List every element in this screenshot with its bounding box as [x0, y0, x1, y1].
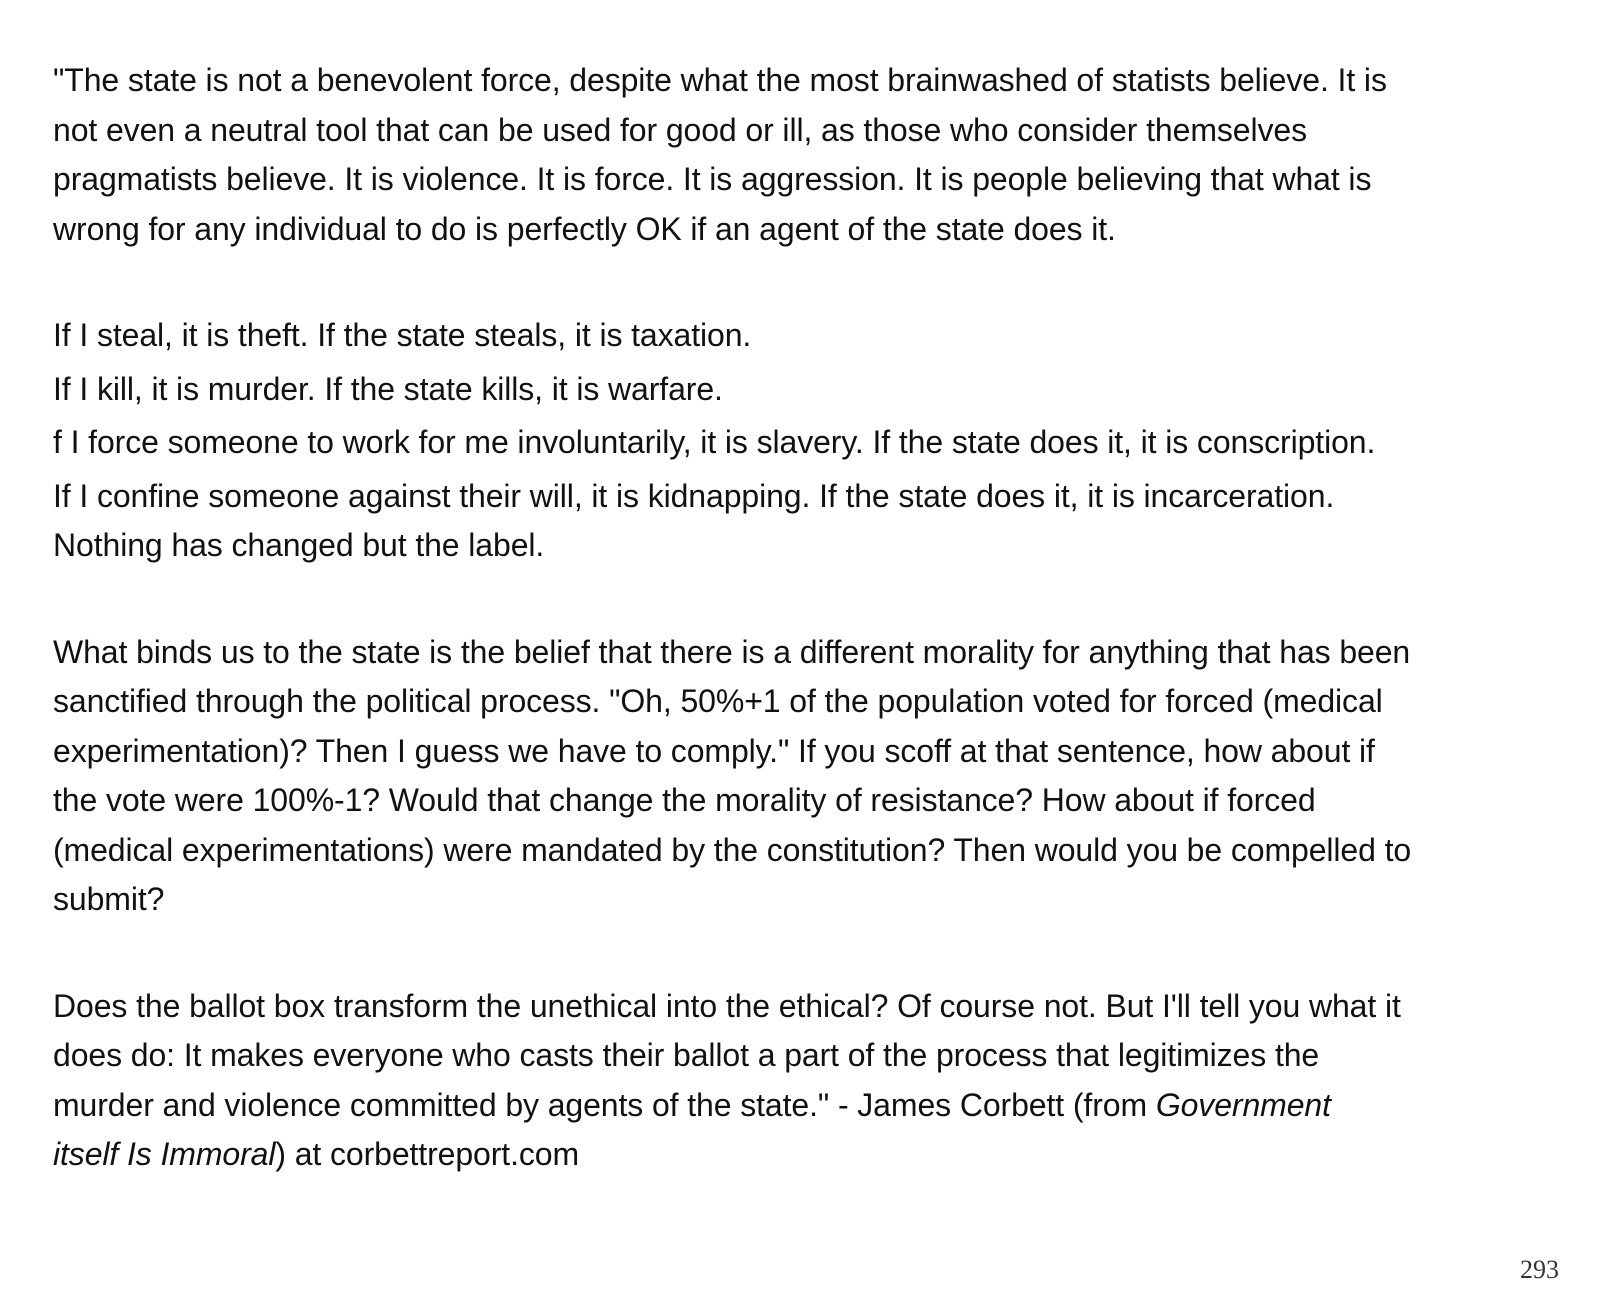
- text-line-source: [53, 1130, 1553, 1180]
- quote-body: [53, 56, 1553, 1237]
- text-line: not even a neutral tool that can be used for good or ill, as those who consider themselves: [53, 111, 1307, 148]
- text-line: experimentation)? Then I guess we have to comply." If you scoff at that sentence, how about if: [53, 732, 1375, 769]
- text-line: submit?: [53, 881, 165, 917]
- attribution-text: murder and violence committed by agents of the state." - James Corbett (from: [53, 1086, 1156, 1123]
- text-line: What binds us to the state is the belief that there is a different morality for anything that has been: [53, 633, 1411, 670]
- source-site-text: ) at corbettreport.com: [275, 1136, 580, 1172]
- paragraph-state-nature: [53, 56, 1553, 254]
- paragraph-political-process: [53, 628, 1553, 925]
- text-line: If I steal, it is theft. If the state steals, it is taxation.: [53, 317, 752, 353]
- text-line: wrong for any individual to do is perfectly OK if an agent of the state does it.: [53, 210, 1116, 247]
- text-line: (medical experimentations) were mandated by the constitution? Then would you be compelled to: [53, 831, 1412, 868]
- text-line: does do: It makes everyone who casts their ballot a part of the process that legitimizes the: [53, 1037, 1320, 1073]
- paragraph-comparisons: [53, 311, 1553, 571]
- text-line: pragmatists believe. It is violence. It is force. It is aggression. It is people believing that what is: [53, 161, 1372, 197]
- text-line: Does the ballot box transform the unethical into the ethical? Of course not. But I'll tell you what it: [53, 987, 1401, 1024]
- text-line: "The state is not a benevolent force, despite what the most brainwashed of statists believe. It is: [53, 62, 1387, 98]
- text-line: sanctified through the political process. "Oh, 50%+1 of the population voted for forced (medical: [53, 683, 1383, 719]
- text-line-attribution: [53, 1081, 1553, 1131]
- paragraph-ballot-box: [53, 982, 1553, 1180]
- page-number: 293: [1520, 1255, 1559, 1284]
- text-line: Nothing has changed but the label.: [53, 527, 545, 563]
- text-line: If I kill, it is murder. If the state kills, it is warfare.: [53, 370, 723, 407]
- source-title-part2: itself Is Immoral: [53, 1136, 276, 1172]
- text-line: the vote were 100%-1? Would that change the morality of resistance? How about if forced: [53, 782, 1316, 818]
- text-line: f I force someone to work for me involuntarily, it is slavery. If the state does it, it is conscription.: [53, 424, 1376, 460]
- text-line: If I confine someone against their will, it is kidnapping. If the state does it, it is incarceration.: [53, 477, 1335, 514]
- source-title-part1: Government: [1155, 1086, 1331, 1123]
